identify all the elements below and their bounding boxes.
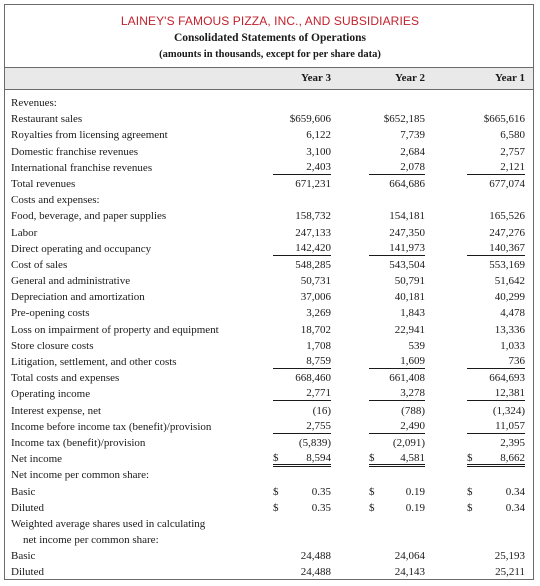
row-label: Net income: [11, 453, 63, 466]
row-value-2: 539: [408, 339, 425, 352]
value-number: 8,594: [306, 452, 331, 465]
row-label: General and administrative: [11, 275, 131, 288]
company-title: LAINEY'S FAMOUS PIZZA, INC., AND SUBSIDIARIES: [120, 14, 420, 28]
dollar-sign: $: [369, 485, 375, 498]
row-label: Store closure costs: [11, 339, 94, 352]
table-row: [5, 305, 533, 321]
row-value-3: 18,702: [300, 323, 331, 336]
row-label: Depreciation and amortization: [11, 291, 145, 304]
column-header-year-2: Year 2: [394, 72, 425, 84]
table-row: [5, 500, 533, 516]
row-value-1: 140,367: [467, 241, 525, 256]
row-value-2: 2,684: [400, 145, 425, 158]
row-label: Royalties from licensing agreement: [11, 129, 168, 142]
row-label: Direct operating and occupancy: [11, 242, 152, 255]
row-value-3: 668,460: [295, 372, 331, 385]
row-label: Revenues:: [11, 97, 57, 109]
row-value-1: 2,121: [467, 160, 525, 175]
value-number: 0.35: [311, 485, 331, 498]
row-value-2: 543,504: [389, 258, 425, 271]
row-value-1: [467, 451, 525, 467]
value-number: 8,662: [500, 452, 525, 465]
row-value-1: 25,193: [494, 550, 525, 563]
table-row: [5, 127, 533, 143]
row-value-2: $652,185: [383, 113, 425, 126]
row-value-2: 2,490: [369, 419, 425, 434]
row-label: Income before income tax (benefit)/provision: [11, 420, 212, 433]
row-value-3: 548,285: [295, 258, 331, 271]
table-row: [5, 257, 533, 273]
row-value-1: 165,526: [489, 210, 525, 223]
row-value-1: 6,580: [500, 129, 525, 142]
row-value-3: 2,755: [273, 419, 331, 434]
row-value-2: 40,181: [394, 291, 425, 304]
row-value-3: 8,759: [273, 354, 331, 369]
row-value-3: 37,006: [300, 291, 331, 304]
dollar-sign: $: [273, 452, 279, 465]
units-note: (amounts in thousands, except for per share data): [159, 49, 381, 60]
row-value-1: 677,074: [489, 177, 525, 190]
value-number: 0.34: [505, 485, 525, 498]
row-label: Operating income: [11, 388, 91, 401]
column-header-year-3: Year 3: [300, 72, 331, 84]
table-row: [5, 564, 533, 580]
table-row: [5, 322, 533, 338]
row-value-2: [369, 484, 425, 500]
row-value-3: 671,231: [295, 177, 331, 190]
row-label: Litigation, settlement, and other costs: [11, 356, 177, 368]
row-value-3: [273, 451, 331, 467]
row-value-1: 736: [467, 354, 525, 369]
dollar-sign: $: [369, 501, 375, 514]
row-value-2: 1,843: [400, 307, 425, 320]
table-row: [5, 208, 533, 224]
table-row: [5, 241, 533, 257]
row-label: Net income per common share:: [11, 469, 150, 482]
row-value-3: 1,708: [306, 339, 331, 352]
row-value-1: 664,693: [489, 372, 525, 385]
row-value-3: [273, 484, 331, 500]
row-label: Pre-opening costs: [11, 307, 90, 320]
table-row: [5, 144, 533, 160]
table-row: [5, 532, 533, 548]
value-number: 4,581: [400, 452, 425, 465]
row-label: Costs and expenses:: [11, 194, 100, 207]
row-value-1: 11,057: [467, 419, 525, 434]
table-row: [5, 403, 533, 419]
row-value-2: 661,408: [389, 372, 425, 385]
row-value-2: 3,278: [369, 386, 425, 401]
row-value-1: 51,642: [494, 275, 525, 288]
statement-frame: [4, 4, 534, 580]
row-label: Diluted: [11, 566, 44, 579]
table-row: [5, 192, 533, 208]
value-number: 0.19: [405, 501, 425, 514]
row-value-1: 247,276: [489, 226, 525, 239]
table-row: [5, 354, 533, 370]
row-value-3: 24,488: [300, 566, 331, 579]
row-value-2: [369, 451, 425, 467]
row-value-1: 40,299: [494, 291, 525, 304]
statement-title: Consolidated Statements of Operations: [174, 32, 366, 44]
row-value-3: 50,731: [300, 275, 331, 288]
table-row: [5, 435, 533, 451]
row-value-3: 158,732: [295, 210, 331, 223]
row-value-1: 12,381: [467, 386, 525, 401]
table-row: [5, 289, 533, 305]
table-row: [5, 338, 533, 354]
row-value-2: (2,091): [392, 436, 425, 449]
row-value-1: [467, 500, 525, 516]
row-label: Interest expense, net: [11, 404, 102, 417]
row-value-1: 553,169: [489, 258, 525, 271]
row-value-3: [273, 500, 331, 516]
row-value-1: $665,616: [483, 113, 525, 126]
row-value-3: 247,133: [295, 226, 331, 239]
row-label: Cost of sales: [11, 258, 68, 271]
row-label: Loss on impairment of property and equipment: [11, 323, 219, 336]
row-label: net income per common share:: [23, 534, 159, 547]
row-value-2: 2,078: [369, 160, 425, 175]
row-label: Basic: [11, 550, 36, 563]
row-value-3: $659,606: [289, 113, 331, 126]
row-value-2: 22,941: [394, 323, 425, 336]
row-value-2: 24,143: [394, 566, 425, 579]
row-value-1: (1,324): [492, 404, 525, 417]
table-row: [5, 548, 533, 564]
table-row: [5, 467, 533, 483]
row-value-2: [369, 500, 425, 516]
table-row: [5, 225, 533, 241]
row-value-3: (5,839): [298, 436, 331, 449]
row-label: Labor: [11, 226, 38, 239]
row-label: Diluted: [11, 501, 44, 514]
value-number: 0.19: [405, 485, 425, 498]
dollar-sign: $: [467, 485, 473, 498]
row-value-3: 2,403: [273, 160, 331, 175]
row-value-3: 2,771: [273, 386, 331, 401]
row-label: Income tax (benefit)/provision: [11, 436, 146, 449]
dollar-sign: $: [369, 452, 375, 465]
row-value-2: 664,686: [389, 177, 425, 190]
row-label: Domestic franchise revenues: [11, 145, 139, 158]
table-row: [5, 160, 533, 176]
row-value-1: 4,478: [500, 307, 525, 320]
row-value-1: 25,211: [495, 566, 525, 579]
row-value-3: 24,488: [300, 550, 331, 563]
row-label: International franchise revenues: [11, 161, 153, 174]
row-label: Restaurant sales: [11, 113, 83, 126]
row-label: Weighted average shares used in calculating: [11, 517, 206, 530]
table-row: [5, 176, 533, 192]
row-value-2: 7,739: [400, 129, 425, 142]
table-row: [5, 370, 533, 386]
row-value-2: 154,181: [389, 210, 425, 223]
row-value-1: 13,336: [494, 323, 525, 336]
dollar-sign: $: [467, 452, 473, 465]
row-value-2: 141,973: [369, 241, 425, 256]
row-value-1: 1,033: [500, 339, 525, 352]
row-label: Food, beverage, and paper supplies: [11, 210, 167, 223]
row-label: Total revenues: [11, 177, 76, 190]
statement-rows: [5, 95, 533, 581]
row-value-3: 3,269: [306, 307, 331, 320]
table-row: [5, 484, 533, 500]
table-row: [5, 111, 533, 127]
row-value-1: 2,395: [500, 436, 525, 449]
row-value-3: 142,420: [273, 241, 331, 256]
row-value-2: (788): [401, 404, 425, 417]
dollar-sign: $: [467, 501, 473, 514]
row-value-2: 24,064: [394, 550, 425, 563]
row-value-2: 1,609: [369, 354, 425, 369]
column-header-row: [5, 67, 533, 90]
row-value-1: 2,757: [500, 145, 525, 158]
value-number: 0.34: [505, 501, 525, 514]
row-label: Basic: [11, 485, 36, 498]
row-value-3: 6,122: [306, 129, 331, 142]
row-value-3: 3,100: [306, 145, 331, 158]
table-row: [5, 419, 533, 435]
dollar-sign: $: [273, 501, 279, 514]
table-row: [5, 516, 533, 532]
table-row: [5, 273, 533, 289]
value-number: 0.35: [311, 501, 331, 514]
row-value-2: 247,350: [389, 226, 425, 239]
table-row: [5, 95, 533, 111]
column-header-year-1: Year 1: [494, 72, 525, 84]
row-value-2: 50,791: [394, 275, 425, 288]
table-row: [5, 451, 533, 467]
row-label: Total costs and expenses: [11, 372, 120, 385]
dollar-sign: $: [273, 485, 279, 498]
table-row: [5, 386, 533, 402]
row-value-3: (16): [312, 404, 331, 417]
row-value-1: [467, 484, 525, 500]
